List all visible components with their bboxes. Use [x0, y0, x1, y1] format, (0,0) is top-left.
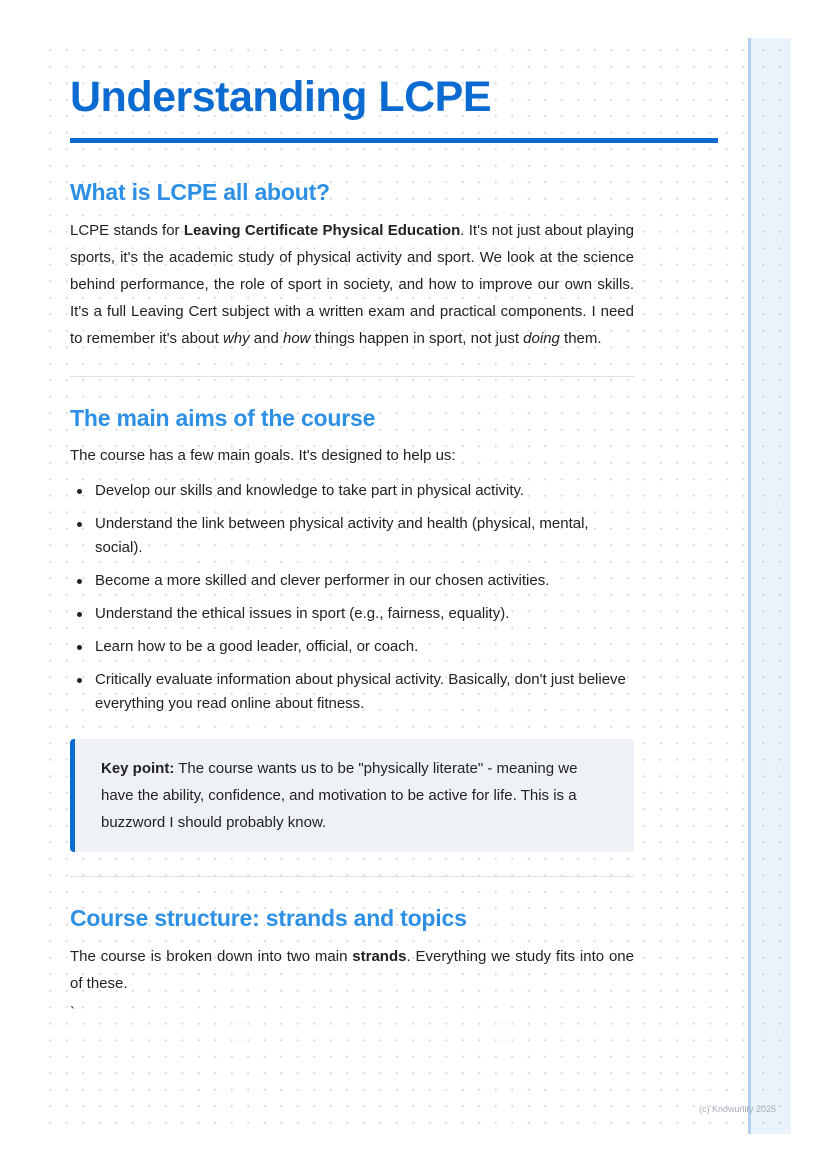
structure-text-bold: strands: [352, 948, 407, 965]
section-heading-about: What is LCPE all about?: [70, 179, 330, 205]
section-heading-structure: Course structure: strands and topics: [70, 905, 467, 931]
section-heading-aims: The main aims of the course: [70, 405, 376, 431]
copyright-footer: (c) Knowunity 2025: [698, 1104, 776, 1114]
about-text-middle: . It's not just about playing sports, it's the academic study of physical activity and sport. We look at the science behind performance, the role of sport in society, and how to improve our own skills. It's a full Leaving Cert subject with a written exam and practical components. I need to remember it's about: [70, 222, 634, 347]
page-title: Understanding LCPE: [70, 73, 492, 121]
list-item: Become a more skilled and clever performer in our chosen activities.: [70, 569, 634, 593]
structure-text-intro: The course is broken down into two main: [70, 948, 353, 965]
list-item: Understand the ethical issues in sport (e.g., fairness, equality).: [70, 602, 634, 626]
about-em-how: how: [283, 330, 311, 347]
structure-text-end: . Everything we study fits into one of these.: [70, 948, 634, 992]
list-item: Learn how to be a good leader, official, or coach.: [70, 635, 634, 659]
aims-intro: The course has a few main goals. It's designed to help us:: [70, 447, 456, 464]
key-point-body: The course wants us to be "physically literate" - meaning we have the ability, confidence, and motivation to be active for life. This is a buzzword I should probably know.: [101, 760, 578, 831]
about-text-and: and: [249, 330, 283, 347]
about-text-intro: LCPE stands for: [70, 222, 184, 239]
about-text-mid2: things happen in sport, not just: [310, 330, 524, 347]
list-item: Critically evaluate information about physical activity. Basically, don't just believe everything you read online about fitness.: [70, 668, 634, 716]
about-text-bold: Leaving Certificate Physical Education: [183, 222, 461, 239]
list-item: Understand the link between physical activity and health (physical, mental, social).: [70, 512, 634, 560]
about-em-why: why: [222, 330, 250, 347]
about-paragraph: [70, 217, 634, 352]
about-text-end: them.: [559, 330, 602, 347]
page-margin-strip: [748, 38, 791, 1134]
key-point-text: [101, 755, 614, 836]
key-point-label: Key point:: [101, 760, 175, 777]
about-em-doing: doing: [523, 330, 560, 347]
stray-backtick: `: [70, 1004, 75, 1021]
structure-paragraph: [70, 943, 634, 997]
key-point-callout: [70, 739, 634, 852]
list-item: Develop our skills and knowledge to take part in physical activity.: [70, 479, 634, 503]
aims-list: [70, 479, 634, 716]
document-content: [70, 70, 718, 1023]
